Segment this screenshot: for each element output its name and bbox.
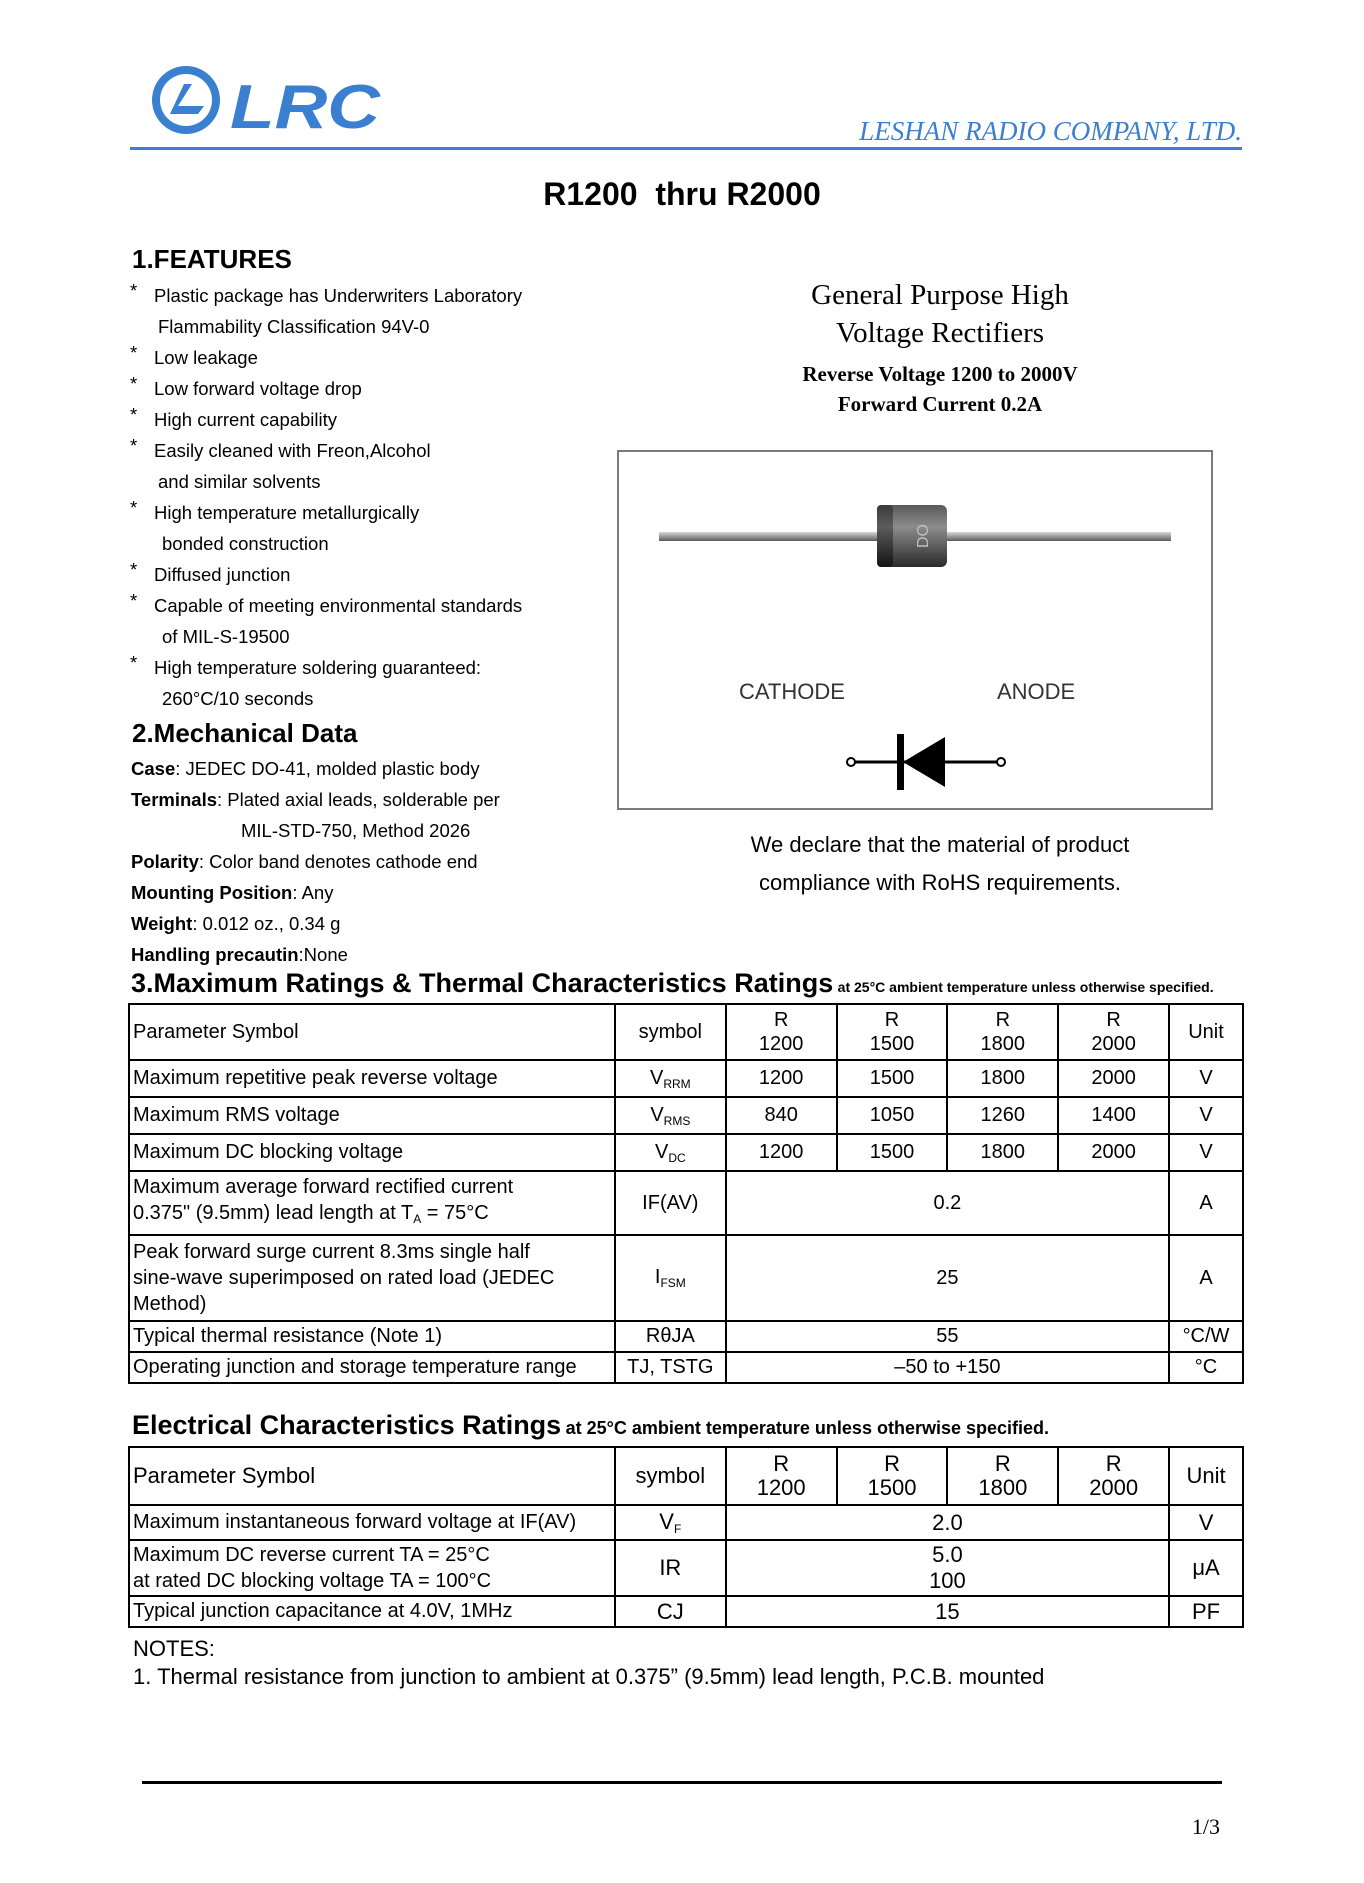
- feature-item: * Diffused junction: [130, 559, 291, 585]
- product-ratings-summary: [640, 359, 1240, 419]
- mechanical-heading: 2.Mechanical Data: [132, 718, 358, 748]
- case-row: Case: JEDEC DO-41, molded plastic body: [131, 758, 480, 779]
- product-line-2: Voltage Rectifiers: [835, 317, 1045, 349]
- anode-terminal: [997, 758, 1005, 766]
- feature-item: * High temperature soldering guaranteed: 260°C/10 seconds: [130, 652, 482, 709]
- notes-heading: NOTES:: [133, 1636, 215, 1661]
- table-row: Maximum repetitive peak reverse voltage $V_{RRM}$ 1200 1500 1800 2000 V: [129, 1060, 1243, 1097]
- rohs-statement: We declare that the material of product compliance with RoHS requirements.: [750, 832, 1130, 895]
- feature-item: * Low leakage: [130, 342, 258, 368]
- table-row: Maximum DC blocking voltage $V_{DC}$ 1200 1500 1800 2000 V: [129, 1134, 1243, 1171]
- lrc-logo: [148, 60, 388, 142]
- table-row: Maximum RMS voltage $V_{RMS}$ 840 1050 1260 1400 V: [129, 1097, 1243, 1134]
- diode-symbol-triangle: [903, 737, 945, 787]
- terminals-row-2: MIL-STD-750, Method 2026: [241, 820, 471, 841]
- logo-text: LRC: [230, 73, 382, 142]
- feature-item: * Low forward voltage drop: [130, 373, 362, 399]
- cathode-label: CATHODE: [739, 679, 845, 704]
- cathode-terminal: [847, 758, 855, 766]
- diode-cathode-band: [877, 505, 893, 567]
- feature-item: * Easily cleaned with Freon,Alcohol and similar solvents: [130, 435, 431, 492]
- max-ratings-table: [128, 1003, 1244, 1384]
- handling-row: Handling precautin:None: [131, 944, 348, 965]
- footer-divider: [142, 1781, 1222, 1784]
- table-row: Peak forward surge current 8.3ms single half sine-wave superimposed on rated load (JEDEC Method) $I_{FSM}$ 25 A: [129, 1235, 1243, 1321]
- table-row: Maximum average forward rectified current 0.375" (9.5mm) lead length at $T_A = 75^\circ C$ IF(AV) 0.2 A: [129, 1171, 1243, 1235]
- note-1: 1. Thermal resistance from junction to ambient at 0.375” (9.5mm) lead length, P.C.B. mounted: [133, 1664, 1045, 1689]
- table-row: Operating junction and storage temperature range TJ, TSTG –50 to +150 °C: [129, 1352, 1243, 1383]
- diode-illustration: [619, 452, 1211, 808]
- terminals-row: Terminals: Plated axial leads, solderable per: [131, 789, 500, 810]
- diode-figure: [617, 450, 1213, 810]
- features-list: [130, 280, 690, 714]
- feature-item: * Capable of meeting environmental standards of MIL-S-19500: [130, 590, 523, 647]
- table-header: Parameter Symbol symbol R 1200 R 1500 R 1800 R 2000 Unit: [129, 1004, 1243, 1060]
- weight-row: Weight: 0.012 oz., 0.34 g: [131, 913, 341, 934]
- document-title: R1200 thru R2000: [543, 176, 821, 212]
- product-line-1: General Purpose High: [811, 279, 1069, 311]
- polarity-row: Polarity: Color band denotes cathode end: [131, 851, 478, 872]
- feature-item: * High current capability: [130, 404, 338, 430]
- table-header: Parameter Symbol symbol R 1200 R 1500 R 1800 R 2000 Unit: [129, 1447, 1243, 1505]
- page-number: 1/3: [1191, 1814, 1220, 1839]
- feature-item: * High temperature metallurgically bonded construction: [130, 497, 420, 554]
- header-divider: [130, 147, 1242, 150]
- electrical-heading: Electrical Characteristics Ratings at 25°C ambient temperature unless otherwise specified.: [132, 1410, 1050, 1440]
- anode-label: ANODE: [997, 679, 1076, 704]
- table-row: Typical junction capacitance at 4.0V, 1MHz CJ 15 PF: [129, 1596, 1243, 1627]
- table-row: Maximum DC reverse current TA = 25°C at rated DC blocking voltage TA = 100°C IR 5.0 100 μA: [129, 1540, 1243, 1596]
- table-row: Maximum instantaneous forward voltage at IF(AV) $V_F$ 2.0 V: [129, 1505, 1243, 1540]
- diode-symbol-bar: [897, 734, 904, 790]
- product-description: [640, 276, 1240, 352]
- forward-current: Forward Current 0.2A: [837, 392, 1043, 416]
- diode-marking: DO: [915, 524, 932, 548]
- table-row: Typical thermal resistance (Note 1) RθJA 55 °C/W: [129, 1321, 1243, 1352]
- reverse-voltage: Reverse Voltage 1200 to 2000V: [802, 362, 1078, 386]
- company-name: LESHAN RADIO COMPANY, LTD.: [859, 116, 1242, 146]
- ratings-heading: 3.Maximum Ratings & Thermal Characteristics Ratings at 25°C ambient temperature unless otherwise specified.: [131, 968, 1214, 998]
- electrical-table: [128, 1446, 1244, 1628]
- diode-lead-right: [945, 532, 1171, 541]
- features-heading: 1.FEATURES: [132, 244, 292, 274]
- diode-lead-left: [659, 532, 879, 541]
- feature-item: * Plastic package has Underwriters Laboratory Flammability Classification 94V-0: [130, 280, 523, 337]
- mounting-row: Mounting Position: Any: [131, 882, 334, 903]
